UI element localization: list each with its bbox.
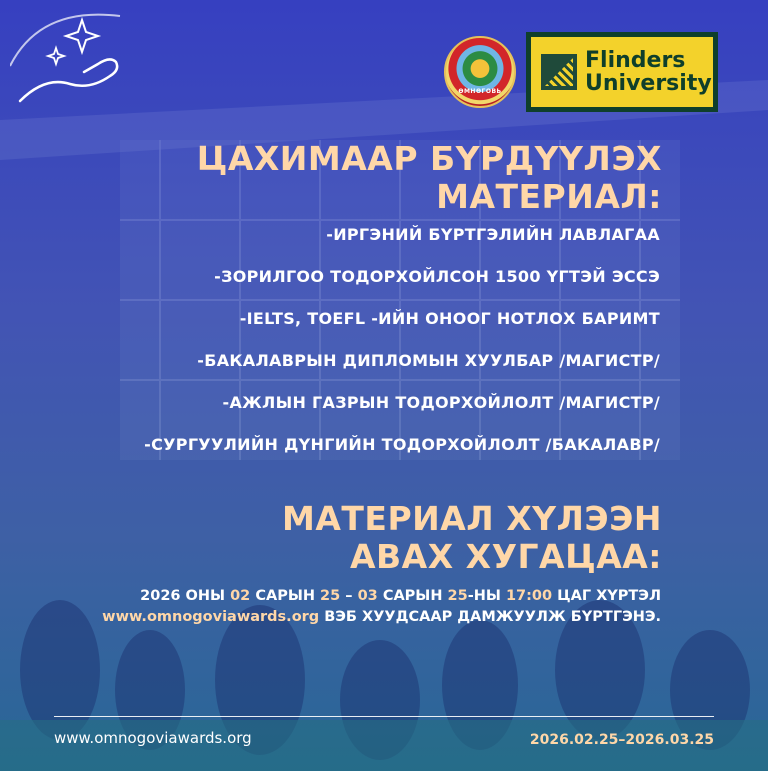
omnogovi-seal-logo (444, 36, 516, 108)
footer-website-link[interactable]: www.omnogoviawards.org (54, 729, 252, 747)
hand-sparkles-icon (10, 6, 130, 116)
flinders-emblem-icon (541, 54, 577, 90)
flinders-university-logo (526, 32, 718, 112)
day-suffix: -НЫ (467, 588, 506, 604)
flinders-wordmark-line2: University (585, 71, 712, 96)
list-item: -СУРГУУЛИЙН ДҮНГИЙН ТОДОРХОЙЛОЛТ /БАКАЛАВР/ (144, 435, 660, 454)
list-item: -АЖЛЫН ГАЗРЫН ТОДОРХОЙЛОЛТ /МАГИСТР/ (222, 393, 660, 412)
start-day: 25 (320, 588, 341, 604)
flinders-wordmark (585, 49, 712, 95)
end-day: 25 (447, 588, 468, 604)
list-item: -ЗОРИЛГОО ТОДОРХОЙЛСОН 1500 ҮГТЭЙ ЭССЭ (214, 267, 660, 286)
month-word-2: САРЫН (377, 588, 448, 604)
footer-divider (54, 716, 714, 717)
list-item: -БАКАЛАВРЫН ДИПЛОМЫН ХУУЛБАР /МАГИСТР/ (197, 351, 660, 370)
deadline-details (102, 586, 661, 628)
materials-heading-line2: МАТЕРИАЛ: (436, 176, 662, 216)
partner-logos (444, 32, 718, 112)
flinders-wordmark-line1: Flinders (585, 47, 686, 73)
year: 2026 (140, 588, 181, 604)
list-item: -ИРГЭНИЙ БҮРТГЭЛИЙН ЛАВЛАГАА (326, 225, 660, 244)
month-word-1: САРЫН (250, 588, 321, 604)
date-dash: – (340, 588, 358, 604)
deadline-dates-line (102, 586, 661, 607)
end-month: 03 (357, 588, 378, 604)
until-text: ЦАГ ХҮРТЭЛ (552, 588, 661, 604)
materials-list (144, 225, 660, 477)
registration-text: ВЭБ ХУУДСААР ДАМЖУУЛЖ БҮРТГЭНЭ. (319, 609, 661, 626)
registration-line (102, 607, 661, 628)
deadline-heading-line1: МАТЕРИАЛ ХҮЛЭЭН (282, 499, 662, 538)
footer-date-range: 2026.02.25–2026.03.25 (529, 732, 714, 748)
deadline-time: 17:00 (505, 588, 553, 604)
seal-text: ӨМНӨГОВЬ (458, 88, 502, 95)
year-suffix: ОНЫ (180, 588, 231, 604)
deadline-heading (282, 500, 662, 576)
list-item: -IELTS, TOEFL -ИЙН ОНООГ НОТЛОХ БАРИМТ (239, 309, 660, 328)
start-month: 02 (230, 588, 251, 604)
materials-heading (197, 140, 662, 216)
materials-heading-line1: ЦАХИМААР БҮРДҮҮЛЭХ (196, 139, 662, 178)
registration-website-link[interactable]: www.omnogoviawards.org (102, 609, 320, 626)
deadline-heading-line2: АВАХ ХУГАЦАА: (349, 536, 662, 576)
